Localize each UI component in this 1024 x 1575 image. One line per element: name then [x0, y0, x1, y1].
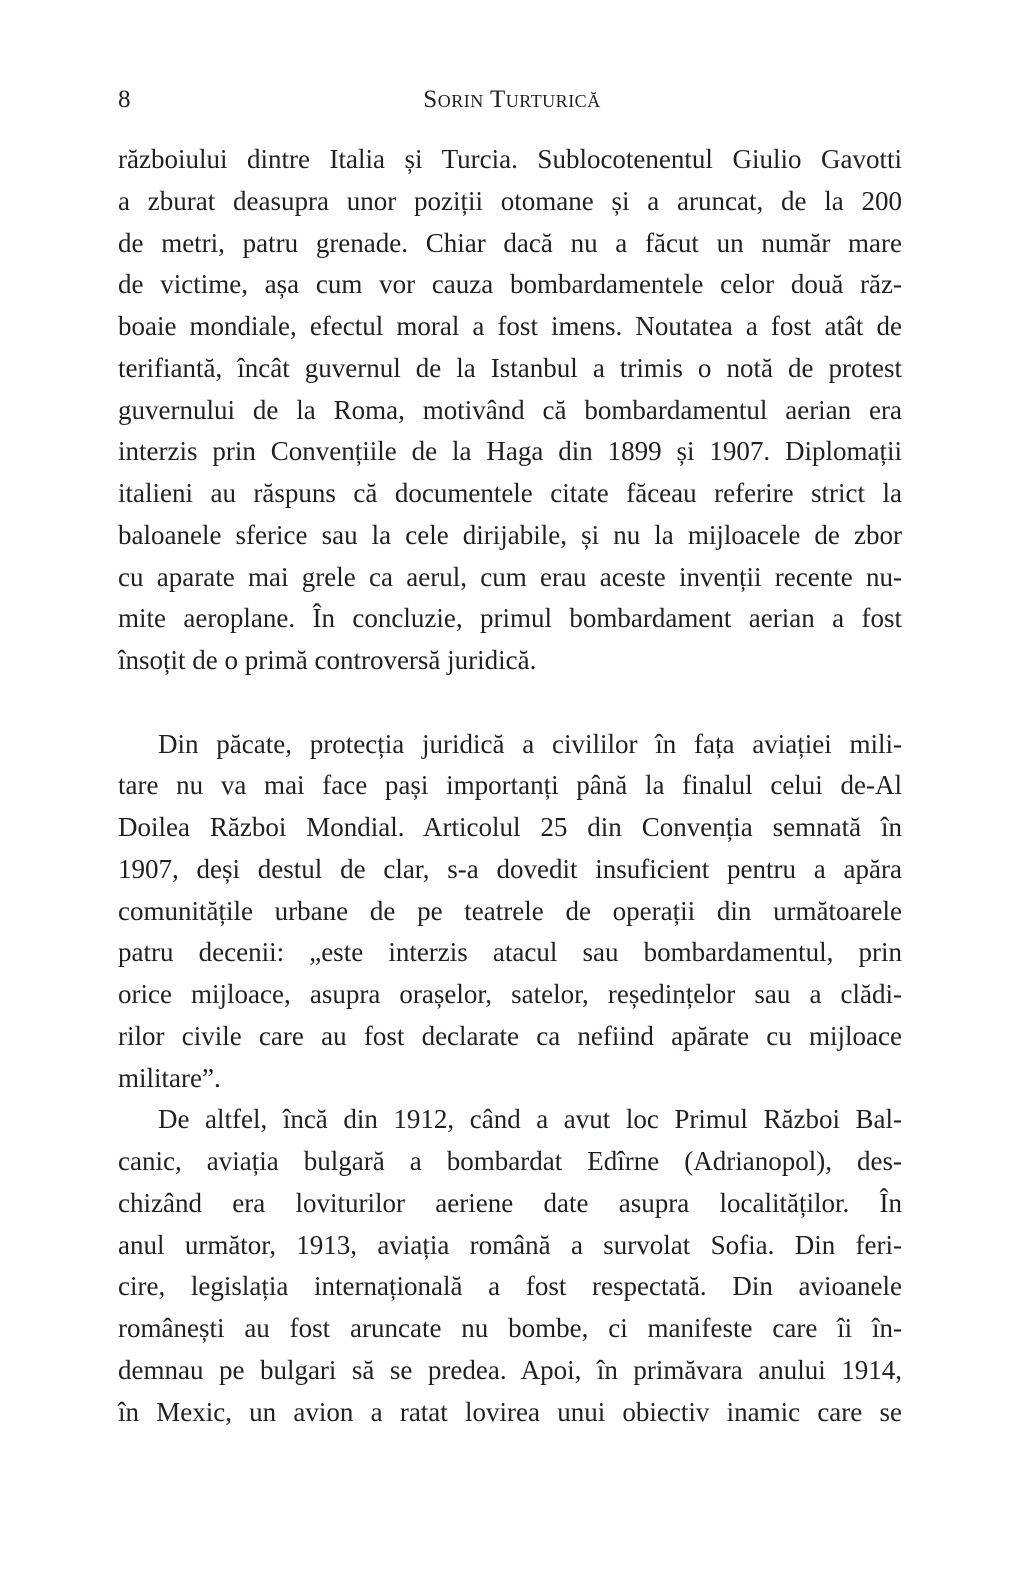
text-line: canic, aviația bulgară a bombardat Edîrne (Adrianopol), des- — [118, 1146, 902, 1176]
text-line: patru decenii: „este interzis atacul sau bombardamentul, prin — [118, 937, 902, 968]
text-line: italieni au răspuns că documentele citate făceau referire strict la — [118, 478, 902, 508]
text-line: 1907, deși destul de clar, s-a dovedit insuficient pentru a apăra — [118, 853, 902, 884]
text-line: demnau pe bulgari să se predea. Apoi, în primăvara anului 1914, — [118, 1354, 902, 1385]
text-line: de victime, așa cum vor cauza bombardamentele celor două răz- — [118, 269, 902, 300]
text-line: însoțit de o primă controversă juridică. — [118, 645, 537, 675]
text-line: boaie mondiale, efectul moral a fost imens. Noutatea a fost atât de — [118, 311, 902, 341]
text-line: de metri, patru grenade. Chiar dacă nu a făcut un număr mare — [118, 227, 902, 258]
text-line: cu aparate mai grele ca aerul, cum erau aceste invenții recente nu- — [118, 561, 902, 592]
text-line: militare”. — [118, 1062, 221, 1093]
paragraph — [118, 724, 902, 1100]
text-line: mite aeroplane. În concluzie, primul bombardament aerian a fost — [118, 603, 902, 634]
text-line: anul următor, 1913, aviația română a survolat Sofia. Din feri- — [118, 1229, 902, 1260]
text-line: tare nu va mai face pași importanți până la finalul celui de-Al — [118, 770, 902, 801]
text-line: comunitățile urbane de pe teatrele de operații din următoarele — [118, 895, 902, 926]
text-line: orice mijloace, asupra orașelor, satelor, reședințelor sau a clădi- — [118, 979, 902, 1009]
running-header-author: Sorin Turturică — [423, 86, 601, 113]
text-line: chizând era loviturilor aeriene date asupra localităților. În — [118, 1187, 902, 1218]
text-line: cire, legislația internațională a fost respectată. Din avioanele — [118, 1271, 902, 1302]
paragraph — [118, 1099, 902, 1433]
text-line: a zburat deasupra unor poziții otomane și a aruncat, de la 200 — [118, 185, 902, 216]
text-line: Din păcate, protecția juridică a civililor în fața aviației mili- — [158, 728, 902, 759]
text-line: românești au fost aruncate nu bombe, ci manifeste care îi în- — [118, 1313, 902, 1343]
paragraph-gap — [118, 682, 902, 724]
text-line: războiului dintre Italia și Turcia. Sublocotenentul Giulio Gavotti — [118, 144, 902, 174]
text-line: De altfel, încă din 1912, când a avut loc Primul Război Bal- — [158, 1104, 902, 1135]
paragraph — [118, 139, 902, 682]
text-line: guvernului de la Roma, motivând că bombardamentul aerian era — [118, 394, 902, 425]
text-line: rilor civile care au fost declarate ca nefiind apărate cu mijloace — [118, 1020, 902, 1051]
text-line: în Mexic, un avion a ratat lovirea unui obiectiv inamic care se — [118, 1396, 902, 1427]
text-line: Doilea Război Mondial. Articolul 25 din Convenția semnată în — [118, 812, 902, 842]
text-line: baloanele sferice sau la cele dirijabile, și nu la mijloacele de zbor — [118, 519, 902, 550]
text-line: terifiantă, încât guvernul de la Istanbul a trimis o notă de protest — [118, 352, 902, 383]
text-line: interzis prin Convențiile de la Haga din 1899 și 1907. Diplomații — [118, 436, 902, 467]
body-text — [118, 139, 902, 1433]
page-number: 8 — [118, 86, 131, 113]
